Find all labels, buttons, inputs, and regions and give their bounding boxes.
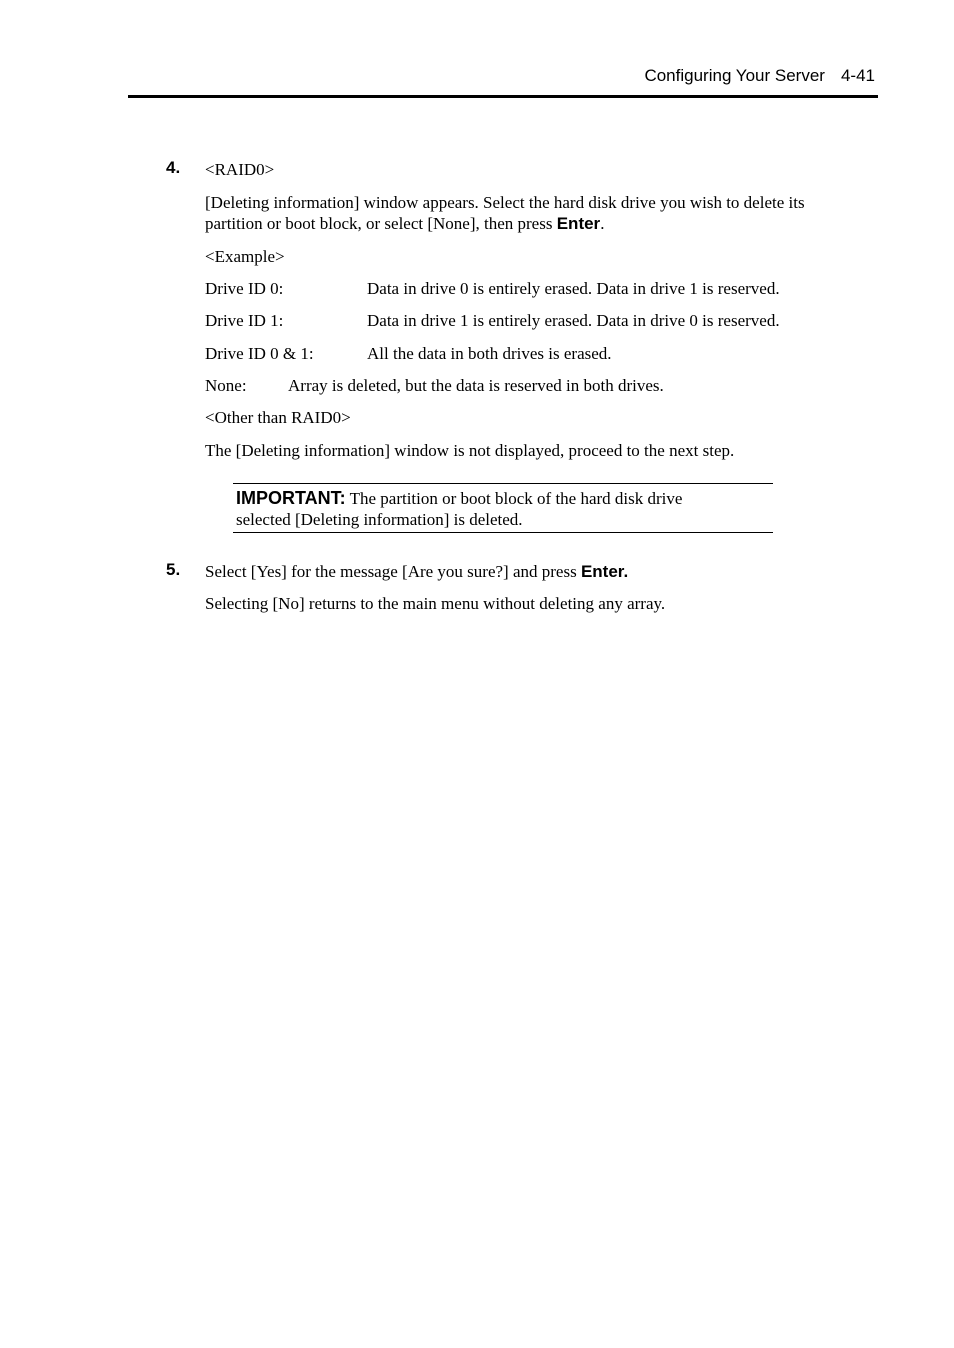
section-title: Configuring Your Server [644, 66, 825, 85]
header-rule [128, 95, 878, 98]
step-4-paragraph-line-1: [Deleting information] window appears. Select the hard disk drive you wish to delete its [205, 193, 805, 212]
important-line-1 [236, 488, 682, 509]
important-line-2: selected [Deleting information] is deleted. [236, 510, 523, 529]
enter-key-label: Enter. [580, 562, 629, 581]
step-5-text: Select [Yes] for the message [Are you sure?] and press [205, 562, 581, 581]
paragraph-period: . [600, 214, 605, 233]
example-term-drive-0-and-1: Drive ID 0 & 1: [205, 344, 314, 363]
important-label: IMPORTANT: [236, 488, 346, 508]
important-note [233, 483, 773, 533]
other-than-raid0-label: <Other than RAID0> [205, 408, 351, 427]
example-term-none: None: [205, 376, 247, 395]
step-4-title: <RAID0> [205, 160, 275, 179]
step-4-paragraph-line-2 [205, 213, 604, 234]
example-desc-none: Array is deleted, but the data is reserved in both drives. [288, 376, 664, 395]
step-5-line-1 [205, 561, 628, 582]
running-header [644, 66, 875, 86]
example-term-drive-1: Drive ID 1: [205, 311, 284, 330]
paragraph-text: partition or boot block, or select [None], then press [205, 214, 557, 233]
other-than-raid0-text: The [Deleting information] window is not displayed, proceed to the next step. [205, 441, 735, 460]
step-5-line-2: Selecting [No] returns to the main menu without deleting any array. [205, 594, 666, 613]
example-desc-drive-0-and-1: All the data in both drives is erased. [367, 344, 612, 363]
page-number: 4-41 [840, 66, 875, 85]
example-desc-drive-1: Data in drive 1 is entirely erased. Data in drive 0 is reserved. [367, 311, 780, 330]
example-label: <Example> [205, 247, 285, 266]
step-5-number: 5. [166, 560, 181, 579]
enter-key-label: Enter [556, 214, 601, 233]
important-text: The partition or boot block of the hard disk drive [345, 489, 683, 508]
step-4-number: 4. [166, 158, 181, 177]
example-desc-drive-0: Data in drive 0 is entirely erased. Data in drive 1 is reserved. [367, 279, 780, 298]
example-term-drive-0: Drive ID 0: [205, 279, 284, 298]
